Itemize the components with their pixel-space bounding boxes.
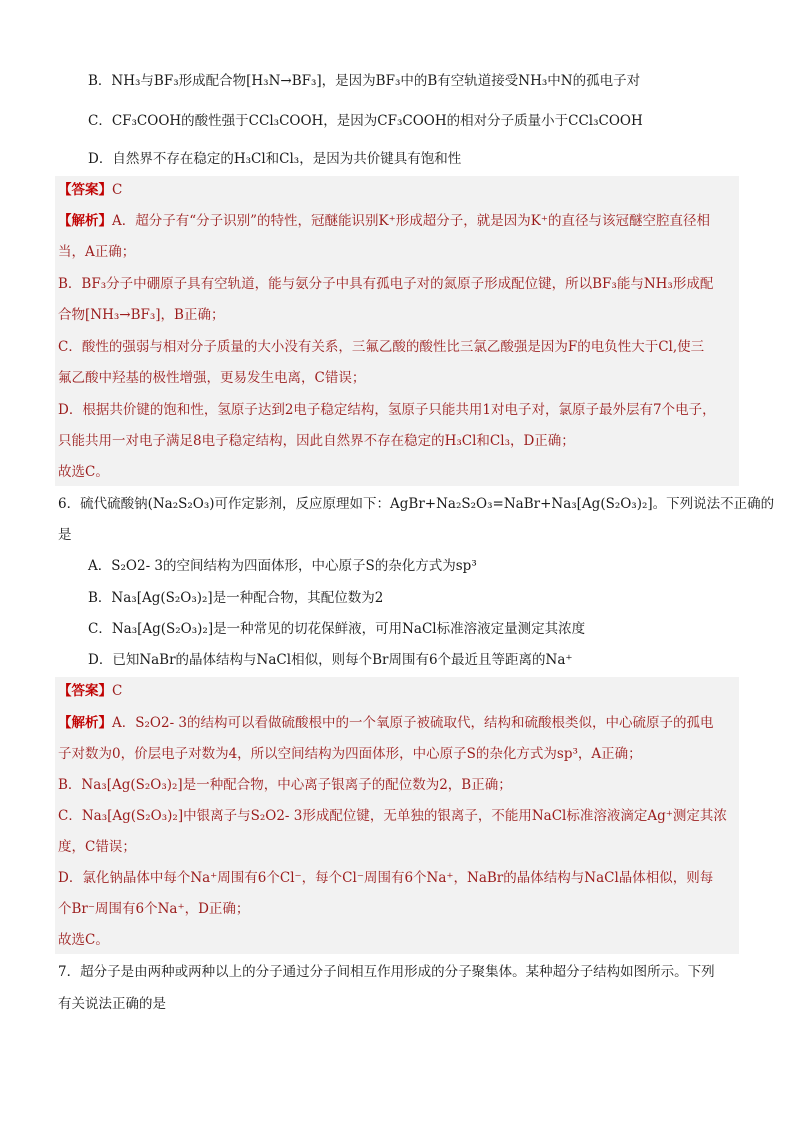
answer-value: C bbox=[112, 683, 123, 699]
q6-analysis-line: B．Na₃[Ag(S₂O₃)₂]是一种配合物，中心离子银离子的配位数为2，B正确； bbox=[58, 777, 512, 793]
q5-option-d: D．自然界不存在稳定的H₃Cl和Cl₃，是因为共价键具有饱和性 bbox=[88, 151, 462, 167]
q5-answer bbox=[58, 181, 122, 199]
q5-option-c: C．CF₃COOH的酸性强于CCl₃COOH，是因为CF₃COOH的相对分子质量小于CCl₃COOH bbox=[88, 113, 643, 129]
q5-analysis-line: B．BF₃分子中硼原子具有空轨道，能与氨分子中具有孤电子对的氮原子形成配位键，所以BF₃能与NH₃形成配 bbox=[58, 276, 714, 292]
q5-analysis-line: C．酸性的强弱与相对分子质量的大小没有关系，三氟乙酸的酸性比三氯乙酸强是因为F的电负性大于Cl,使三 bbox=[58, 339, 705, 355]
q5-analysis-line: D．根据共价键的饱和性，氢原子达到2电子稳定结构，氢原子只能共用1对电子对，氯原子最外层有7个电子， bbox=[58, 402, 716, 418]
q6-analysis-line: C．Na₃[Ag(S₂O₃)₂]中银离子与S₂O2- 3形成配位键，无单独的银离子，不能用NaCl标准溶液滴定Ag⁺测定其浓 bbox=[58, 808, 727, 824]
q6-analysis-line: 子对数为0，价层电子对数为4，所以空间结构为四面体形，中心原子S的杂化方式为sp³，A正确； bbox=[58, 746, 642, 762]
q5-analysis-line bbox=[58, 212, 710, 230]
q6-stem: 是 bbox=[58, 527, 72, 543]
answer-value: C bbox=[112, 182, 123, 198]
answer-tag: 【答案】 bbox=[58, 182, 112, 198]
answer-tag: 【答案】 bbox=[58, 683, 112, 699]
q5-analysis-line: 故选C。 bbox=[58, 464, 109, 480]
q7-stem: 7．超分子是由两种或两种以上的分子通过分子间相互作用形成的分子聚集体。某种超分子结构如图所示。下列 bbox=[58, 964, 715, 980]
q5-analysis-line: 氟乙酸中羟基的极性增强，更易发生电离，C错误； bbox=[58, 370, 366, 386]
q5-analysis-line: 合物[NH₃→BF₃]，B正确； bbox=[58, 307, 225, 323]
q5-analysis-line: 只能共用一对电子满足8电子稳定结构，因此自然界不存在稳定的H₃Cl和Cl₃，D正确； bbox=[58, 433, 575, 449]
q6-analysis-line bbox=[58, 714, 714, 732]
q6-option-b: B．Na₃[Ag(S₂O₃)₂]是一种配合物，其配位数为2 bbox=[88, 590, 384, 606]
q6-analysis-line: D．氯化钠晶体中每个Na⁺周围有6个Cl⁻，每个Cl⁻周围有6个Na⁺，NaBr的晶体结构与NaCl晶体相似，则每 bbox=[58, 870, 714, 886]
q6-option-d: D．已知NaBr的晶体结构与NaCl相似，则每个Br周围有6个最近且等距离的Na⁺ bbox=[88, 652, 573, 668]
analysis-tag: 【解析】 bbox=[58, 213, 112, 229]
q6-option-a: A．S₂O2- 3的空间结构为四面体形，中心原子S的杂化方式为sp³ bbox=[88, 558, 477, 574]
q6-answer bbox=[58, 682, 122, 700]
q6-analysis-line: 故选C。 bbox=[58, 932, 109, 948]
q7-stem: 有关说法正确的是 bbox=[58, 996, 166, 1012]
analysis-tag: 【解析】 bbox=[58, 715, 112, 731]
q6-analysis-line: 度，C错误； bbox=[58, 839, 136, 855]
q6-analysis-line: 个Br⁻周围有6个Na⁺，D正确； bbox=[58, 901, 250, 917]
q6-option-c: C．Na₃[Ag(S₂O₃)₂]是一种常见的切花保鲜液，可用NaCl标准溶液定量测定其浓度 bbox=[88, 621, 586, 637]
analysis-text: A．超分子有“分子识别”的特性，冠醚能识别K⁺形成超分子，就是因为K⁺的直径与该冠醚空腔直径相 bbox=[112, 213, 710, 229]
analysis-text: A．S₂O2- 3的结构可以看做硫酸根中的一个氧原子被硫取代，结构和硫酸根类似，中心硫原子的孤电 bbox=[112, 715, 714, 731]
q5-analysis-line: 当，A正确； bbox=[58, 244, 136, 260]
q6-stem: 6．硫代硫酸钠(Na₂S₂O₃)可作定影剂，反应原理如下：AgBr+Na₂S₂O₃=NaBr+Na₃[Ag(S₂O₃)₂]。下列说法不正确的 bbox=[58, 496, 775, 512]
q5-option-b: B．NH₃与BF₃形成配合物[H₃N→BF₃]，是因为BF₃中的B有空轨道接受NH₃中N的孤电子对 bbox=[88, 73, 641, 89]
